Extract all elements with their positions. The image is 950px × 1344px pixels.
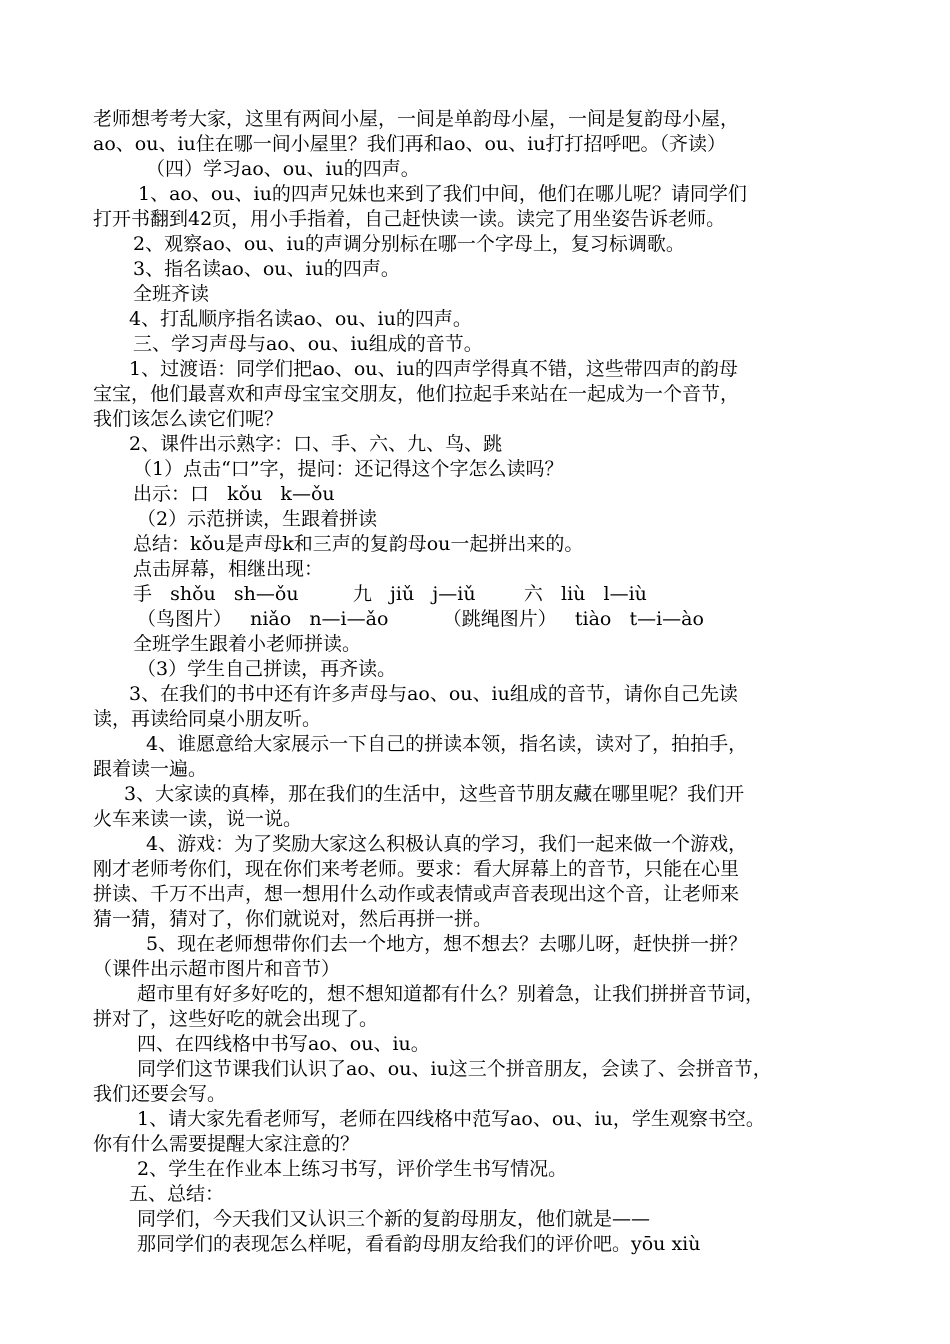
text-line: 出示：口 kǒu k—ǒu xyxy=(133,483,335,505)
text-line: ao、ou、iu住在哪一间小屋里？我们再和ao、ou、iu打打招呼吧。（齐读） xyxy=(93,133,727,155)
text-line: 1、请大家先看老师写，老师在四线格中范写ao、ou、iu，学生观察书空。 xyxy=(137,1108,765,1130)
text-line: 点击屏幕，相继出现： xyxy=(133,558,324,580)
text-line: 1、ao、ou、iu的四声兄妹也来到了我们中间，他们在哪儿呢？请同学们 xyxy=(138,183,747,205)
text-line: 4、打乱顺序指名读ao、ou、iu的四声。 xyxy=(129,308,472,330)
text-line: 手 shǒu sh—ǒu 九 jiǔ j—iǔ 六 liù l—iù xyxy=(133,583,647,605)
text-line: 四、在四线格中书写ao、ou、iu。 xyxy=(137,1033,430,1055)
text-line: （1）点击“口”字，提问：还记得这个字怎么读吗？ xyxy=(133,458,564,480)
text-line: 打开书翻到42页，用小手指着，自己赶快读一读。读完了用坐姿告诉老师。 xyxy=(93,208,726,230)
text-line: 超市里有好多好吃的，想不想知道都有什么？别着急，让我们拼拼音节词， xyxy=(137,983,765,1005)
text-line: （四）学习ao、ou、iu的四声。 xyxy=(146,158,420,180)
text-line: 你有什么需要提醒大家注意的？ xyxy=(93,1133,360,1155)
text-line: 全班齐读 xyxy=(133,283,210,305)
text-line: （课件出示超市图片和音节） xyxy=(93,958,341,980)
text-line: 3、指名读ao、ou、iu的四声。 xyxy=(133,258,400,280)
text-line: 2、观察ao、ou、iu的声调分别标在哪一个字母上，复习标调歌。 xyxy=(133,233,685,255)
text-line: 火车来读一读，说一说。 xyxy=(93,808,303,830)
text-line: 3、大家读的真棒，那在我们的生活中，这些音节朋友藏在哪里呢？我们开 xyxy=(124,783,745,805)
text-line: 我们该怎么读它们呢？ xyxy=(93,408,284,430)
text-line: 全班学生跟着小老师拼读。 xyxy=(133,633,362,655)
text-line: 1、过渡语：同学们把ao、ou、iu的四声学得真不错，这些带四声的韵母 xyxy=(129,358,738,380)
text-line: 5、现在老师想带你们去一个地方，想不想去？去哪儿呀，赶快拼一拼？ xyxy=(146,933,748,955)
text-line: 拼对了，这些好吃的就会出现了。 xyxy=(93,1008,379,1030)
text-line: （2）示范拼读，生跟着拼读 xyxy=(137,508,378,530)
text-line: 宝宝，他们最喜欢和声母宝宝交朋友，他们拉起手来站在一起成为一个音节， xyxy=(93,383,740,405)
text-line: 五、总结： xyxy=(129,1183,225,1205)
text-line: 3、在我们的书中还有许多声母与ao、ou、iu组成的音节，请你自己先读 xyxy=(129,683,738,705)
text-line: 2、课件出示熟字：口、手、六、九、鸟、跳 xyxy=(129,433,503,455)
text-line: 跟着读一遍。 xyxy=(93,758,208,780)
text-line: 那同学们的表现怎么样呢，看看韵母朋友给我们的评价吧。yōu xiù xyxy=(137,1233,701,1255)
text-line: （鸟图片） niǎo n—i—ǎo （跳绳图片） tiào t—i—ào xyxy=(137,608,704,630)
text-line: 老师想考考大家，这里有两间小屋，一间是单韵母小屋，一间是复韵母小屋， xyxy=(93,108,740,130)
text-line: 读，再读给同桌小朋友听。 xyxy=(93,708,322,730)
text-line: 总结：kǒu是声母k和三声的复韵母ou一起拼出来的。 xyxy=(133,533,584,555)
text-line: 三、学习声母与ao、ou、iu组成的音节。 xyxy=(133,333,483,355)
text-line: 2、学生在作业本上练习书写，评价学生书写情况。 xyxy=(137,1158,568,1180)
text-line: 同学们，今天我们又认识三个新的复韵母朋友，他们就是—— xyxy=(137,1208,651,1230)
text-line: 猜一猜，猜对了，你们就说对，然后再拼一拼。 xyxy=(93,908,493,930)
text-line: 我们还要会写。 xyxy=(93,1083,227,1105)
text-line: 4、谁愿意给大家展示一下自己的拼读本领，指名读，读对了，拍拍手， xyxy=(146,733,748,755)
text-line: 刚才老师考你们，现在你们来考老师。要求：看大屏幕上的音节，只能在心里 xyxy=(93,858,740,880)
text-line: 4、游戏：为了奖励大家这么积极认真的学习，我们一起来做一个游戏， xyxy=(146,833,748,855)
text-line: 同学们这节课我们认识了ao、ou、iu这三个拼音朋友，会读了、会拼音节， xyxy=(137,1058,772,1080)
text-line: 拼读、千万不出声，想一想用什么动作或表情或声音表现出这个音，让老师来 xyxy=(93,883,740,905)
text-line: （3）学生自己拼读，再齐读。 xyxy=(137,658,397,680)
